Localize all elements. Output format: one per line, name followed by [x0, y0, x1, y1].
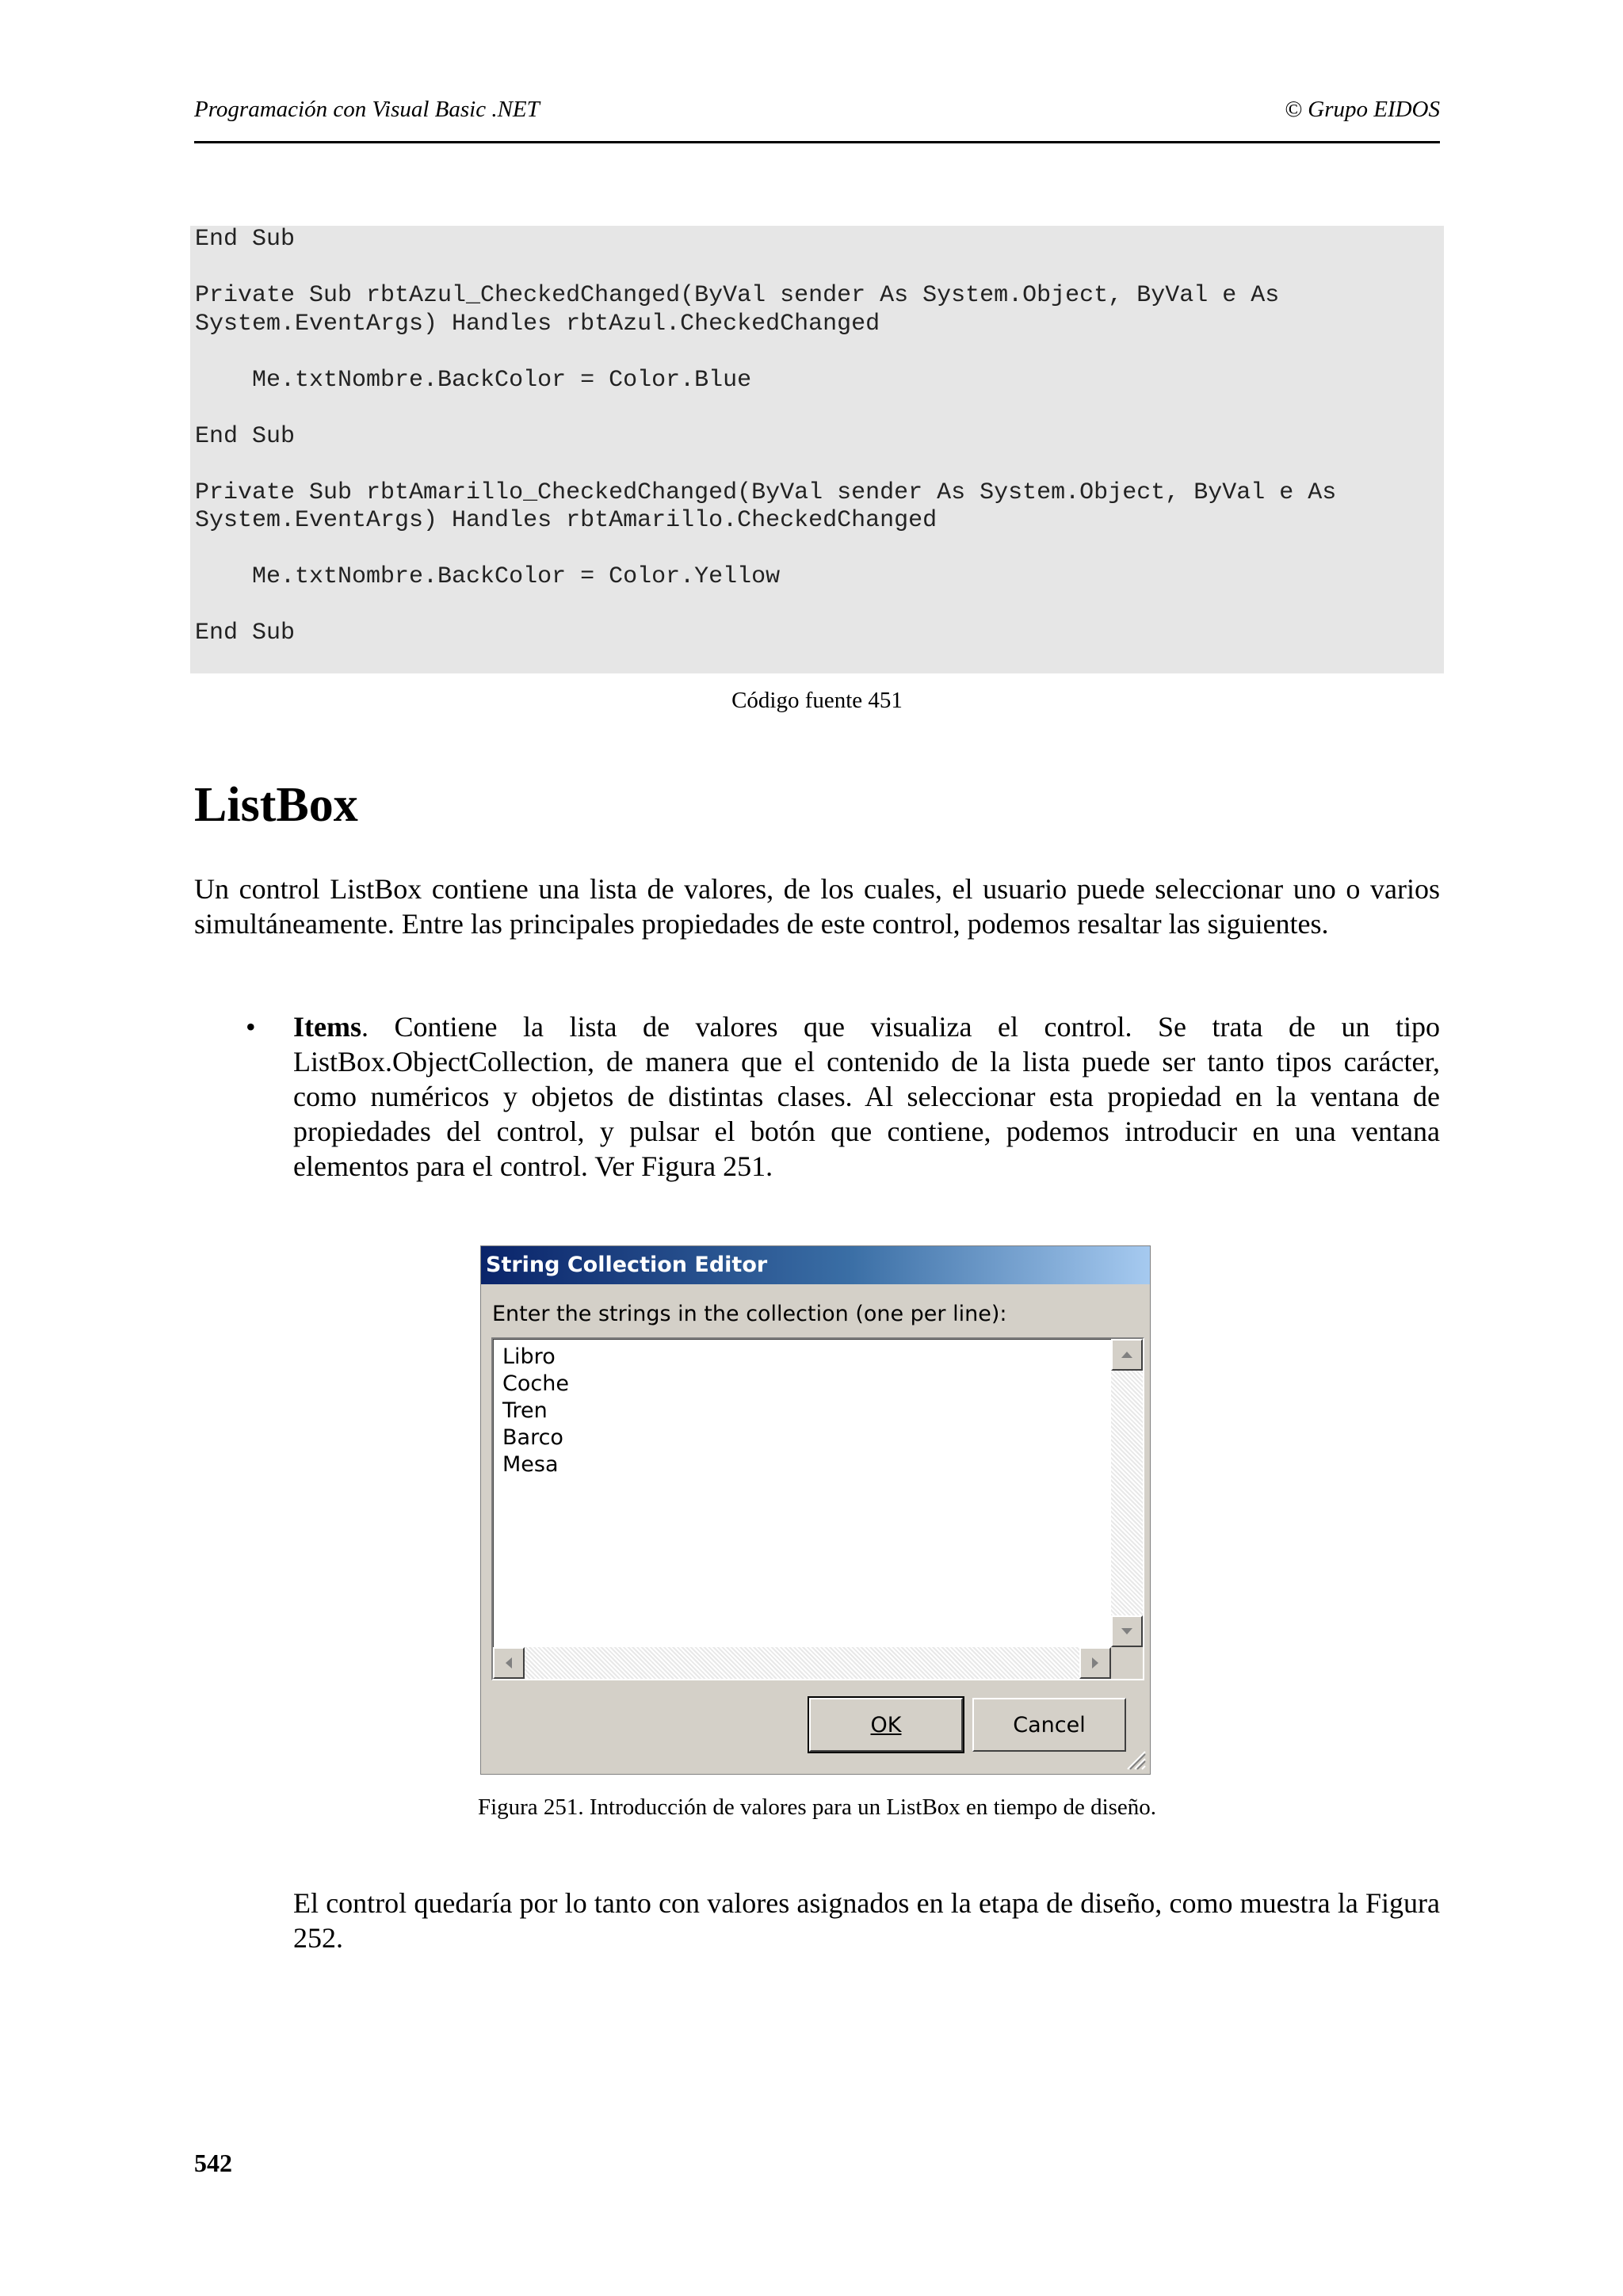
list-item: Barco — [502, 1425, 563, 1450]
list-item: Coche — [502, 1371, 569, 1396]
arrow-up-icon — [1121, 1351, 1133, 1359]
scroll-down-button[interactable] — [1111, 1615, 1143, 1647]
header-publisher: © Grupo EIDOS — [1284, 97, 1440, 122]
vertical-scrollbar[interactable] — [1111, 1339, 1143, 1647]
scroll-right-button[interactable] — [1079, 1647, 1111, 1679]
bullet-marker: • — [246, 1011, 256, 1043]
cancel-button[interactable] — [972, 1698, 1126, 1752]
figure-caption: Figura 251. Introducción de valores para un ListBox en tiempo de diseño. — [477, 1794, 1157, 1820]
code-listing: End Sub Private Sub rbtAzul_CheckedChanged(ByVal sender As System.Object, ByVal e As System.EventArgs) Handles rbtAzul.CheckedChanged Me.txtNombre.BackColor = Color.Blue End Sub Private Sub rbtAmarillo_CheckedChanged(ByVal sender As System.Object, ByVal e As System.EventArgs) Handles rbtAmarillo.CheckedChanged Me.txtNombre.BackColor = Color.Yellow End Sub — [195, 226, 1337, 646]
closing-paragraph: El control quedaría por lo tanto con valores asignados en la etapa de diseño, como muestra la Figura 252. — [293, 1887, 1440, 1954]
list-item: Mesa — [502, 1452, 559, 1477]
ok-button-label: OK — [870, 1712, 902, 1737]
arrow-right-icon — [1091, 1657, 1099, 1669]
horizontal-scrollbar[interactable] — [493, 1647, 1111, 1679]
resize-grip-icon[interactable] — [1123, 1747, 1147, 1771]
scroll-left-button[interactable] — [493, 1647, 525, 1679]
intro-paragraph: Un control ListBox contiene una lista de valores, de los cuales, el usuario puede seleccionar uno o varios simultáneamente. Entre las principales propiedades de este control, podemos resaltar las siguientes. — [194, 873, 1440, 940]
bullet-paragraph — [293, 1009, 1440, 1184]
cancel-button-label: Cancel — [1013, 1712, 1086, 1737]
scroll-up-button[interactable] — [1111, 1339, 1143, 1371]
strings-textarea[interactable] — [491, 1337, 1144, 1680]
bullet-term: Items — [293, 1011, 361, 1043]
code-caption: Código fuente 451 — [731, 688, 903, 713]
bullet-description: . Contiene la lista de valores que visualiza el control. Se trata de un tipo ListBox.ObjectCollection, de manera que el contenido de la lista puede ser tanto tipos carácter, como numéricos y objetos de distintas clases. Al seleccionar esta propiedad en la ventana de propiedades del control, y pulsar el botón que contiene, podemos introducir en una ventana elementos para el control. Ver Figura 251. — [293, 1011, 1440, 1182]
arrow-left-icon — [505, 1657, 513, 1669]
strings-list — [502, 1344, 569, 1478]
scrollbar-corner — [1111, 1647, 1143, 1679]
section-title: ListBox — [194, 778, 358, 832]
list-item: Tren — [502, 1398, 548, 1423]
code-block — [190, 226, 1444, 673]
arrow-down-icon — [1121, 1627, 1133, 1635]
list-item: Libro — [502, 1344, 556, 1369]
string-collection-editor-dialog — [480, 1245, 1151, 1775]
header-book-title: Programación con Visual Basic .NET — [194, 97, 540, 122]
page-number: 542 — [194, 2149, 232, 2177]
dialog-instruction-label: Enter the strings in the collection (one per line): — [492, 1302, 1007, 1326]
page-header — [194, 95, 1440, 143]
ok-button[interactable] — [809, 1698, 963, 1752]
dialog-title-bar[interactable]: String Collection Editor — [481, 1246, 1150, 1284]
